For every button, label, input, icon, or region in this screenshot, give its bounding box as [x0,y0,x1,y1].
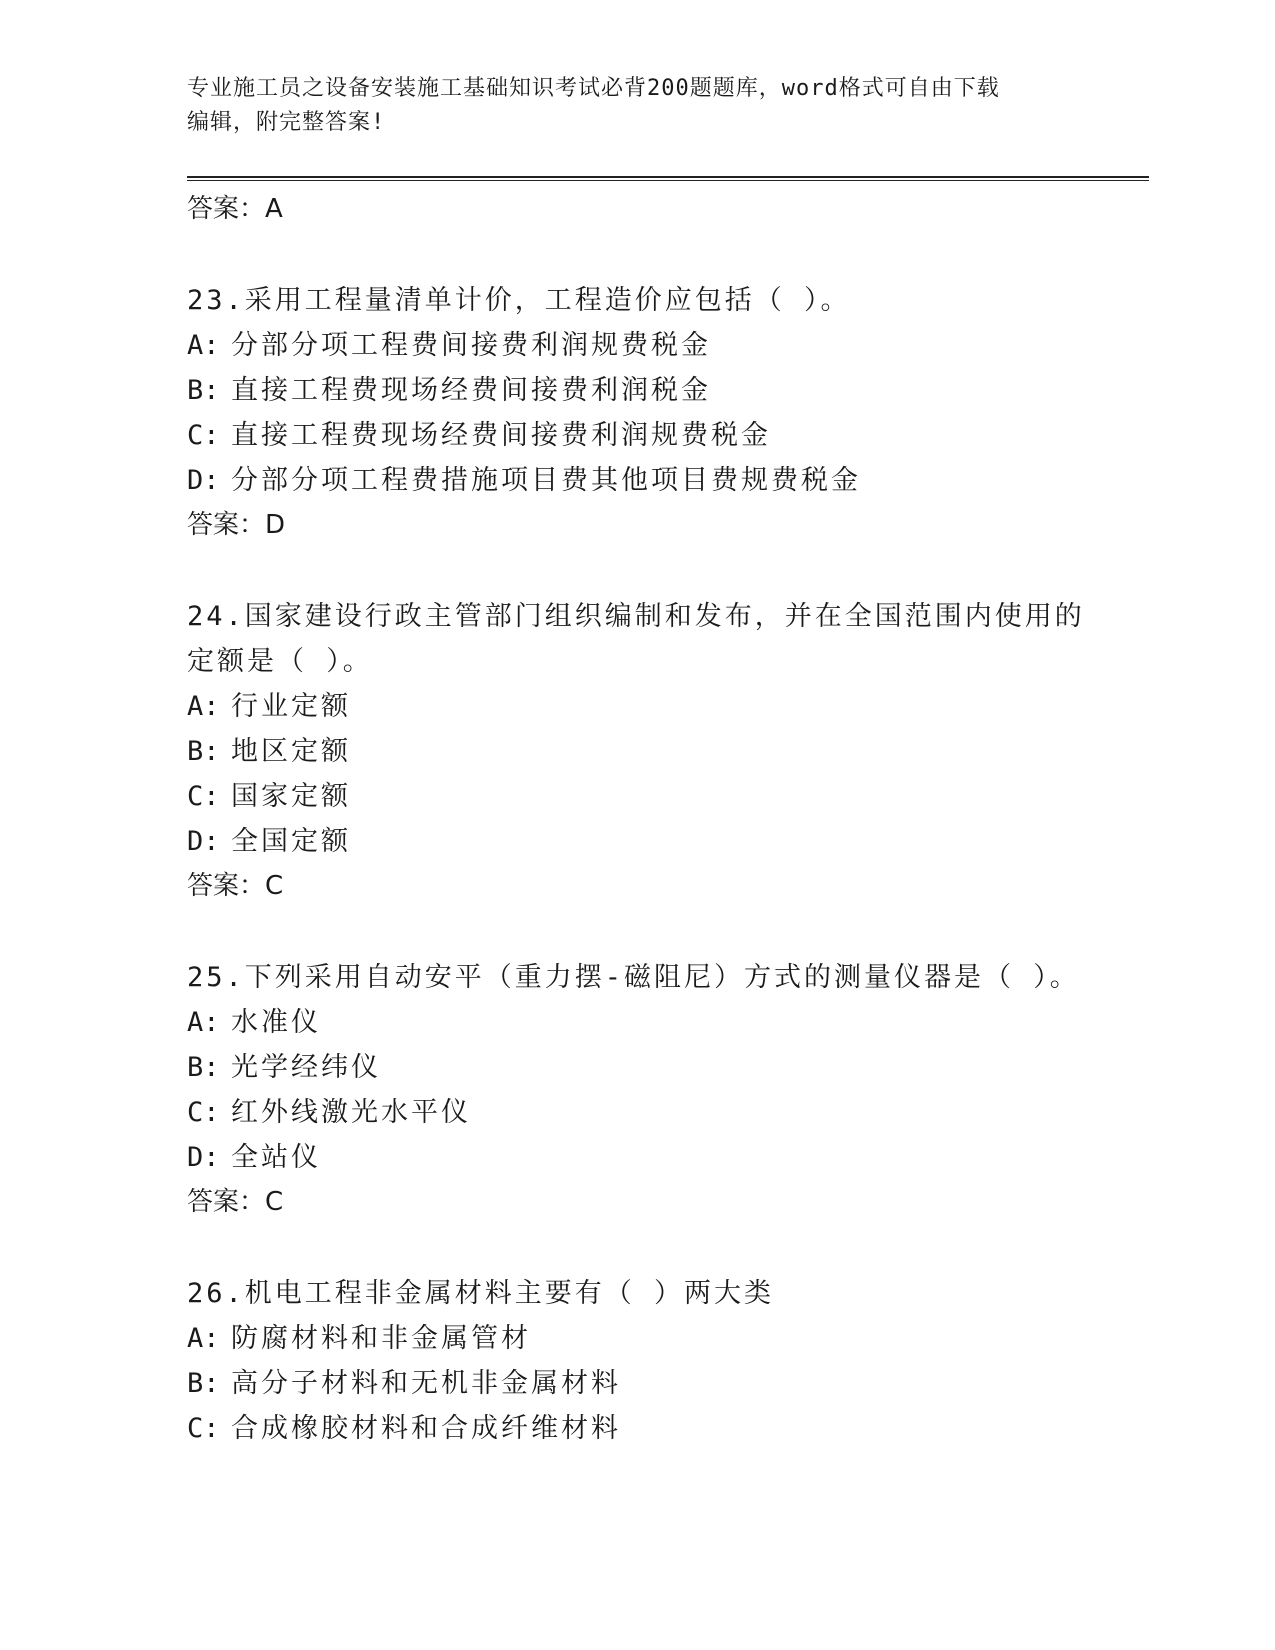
question-list [187,187,1087,1451]
option-key: B: [187,1052,220,1083]
option-a [187,1000,1087,1045]
option-key: C: [187,420,220,451]
option-b [187,368,1087,413]
option-text: 地区定额 [231,736,351,767]
option-text: 水准仪 [231,1007,321,1038]
option-key: C: [187,1413,220,1444]
option-text: 直接工程费现场经费间接费利润税金 [231,375,711,406]
option-c [187,413,1087,458]
option-key: B: [187,736,220,767]
answer-line: 答案：A [187,194,283,224]
option-key: A: [187,691,220,722]
option-c [187,1090,1087,1135]
option-text: 全站仪 [231,1142,321,1173]
question-25 [187,955,1087,1225]
option-a [187,1316,1087,1361]
option-c [187,774,1087,819]
option-key: B: [187,375,220,406]
question-stem: 23.采用工程量清单计价，工程造价应包括（ ）。 [187,285,851,316]
question-stem: 26.机电工程非金属材料主要有（ ）两大类 [187,1278,775,1309]
option-key: C: [187,1097,220,1128]
option-text: 红外线激光水平仪 [231,1097,471,1128]
option-text: 国家定额 [231,781,351,812]
option-key: D: [187,826,220,857]
question-stem: 25.下列采用自动安平（重力摆-磁阻尼）方式的测量仪器是（ ）。 [187,962,1080,993]
option-b [187,729,1087,774]
option-key: A: [187,1323,220,1354]
header-title-line-1: 专业施工员之设备安装施工基础知识考试必背200题题库，word格式可自由下载 [187,76,1000,101]
option-text: 直接工程费现场经费间接费利润规费税金 [231,420,771,451]
option-d [187,458,1087,503]
option-key: B: [187,1368,220,1399]
option-key: C: [187,781,220,812]
option-text: 光学经纬仪 [231,1052,381,1083]
option-text: 分部分项工程费间接费利润规费税金 [231,330,711,361]
option-key: A: [187,1007,220,1038]
option-text: 行业定额 [231,691,351,722]
answer-line: 答案：C [187,1187,284,1217]
document-header [187,72,1067,140]
question-24 [187,594,1087,909]
answer-line: 答案：D [187,510,286,540]
question-stem: 24.国家建设行政主管部门组织编制和发布，并在全国范围内使用的定额是（ ）。 [187,601,1085,677]
option-a [187,323,1087,368]
option-d [187,819,1087,864]
option-d [187,1135,1087,1180]
option-key: A: [187,330,220,361]
question-23 [187,278,1087,548]
option-a [187,684,1087,729]
option-b [187,1361,1087,1406]
option-key: D: [187,465,220,496]
option-key: D: [187,1142,220,1173]
option-text: 分部分项工程费措施项目费其他项目费规费税金 [231,465,861,496]
option-text: 全国定额 [231,826,351,857]
option-text: 高分子材料和无机非金属材料 [231,1368,621,1399]
header-title-line-2: 编辑，附完整答案! [187,110,386,135]
question-26 [187,1271,1087,1451]
option-c [187,1406,1087,1451]
header-divider [187,176,1149,181]
option-text: 防腐材料和非金属管材 [231,1323,531,1354]
option-b [187,1045,1087,1090]
answer-line: 答案：C [187,871,284,901]
option-text: 合成橡胶材料和合成纤维材料 [231,1413,621,1444]
